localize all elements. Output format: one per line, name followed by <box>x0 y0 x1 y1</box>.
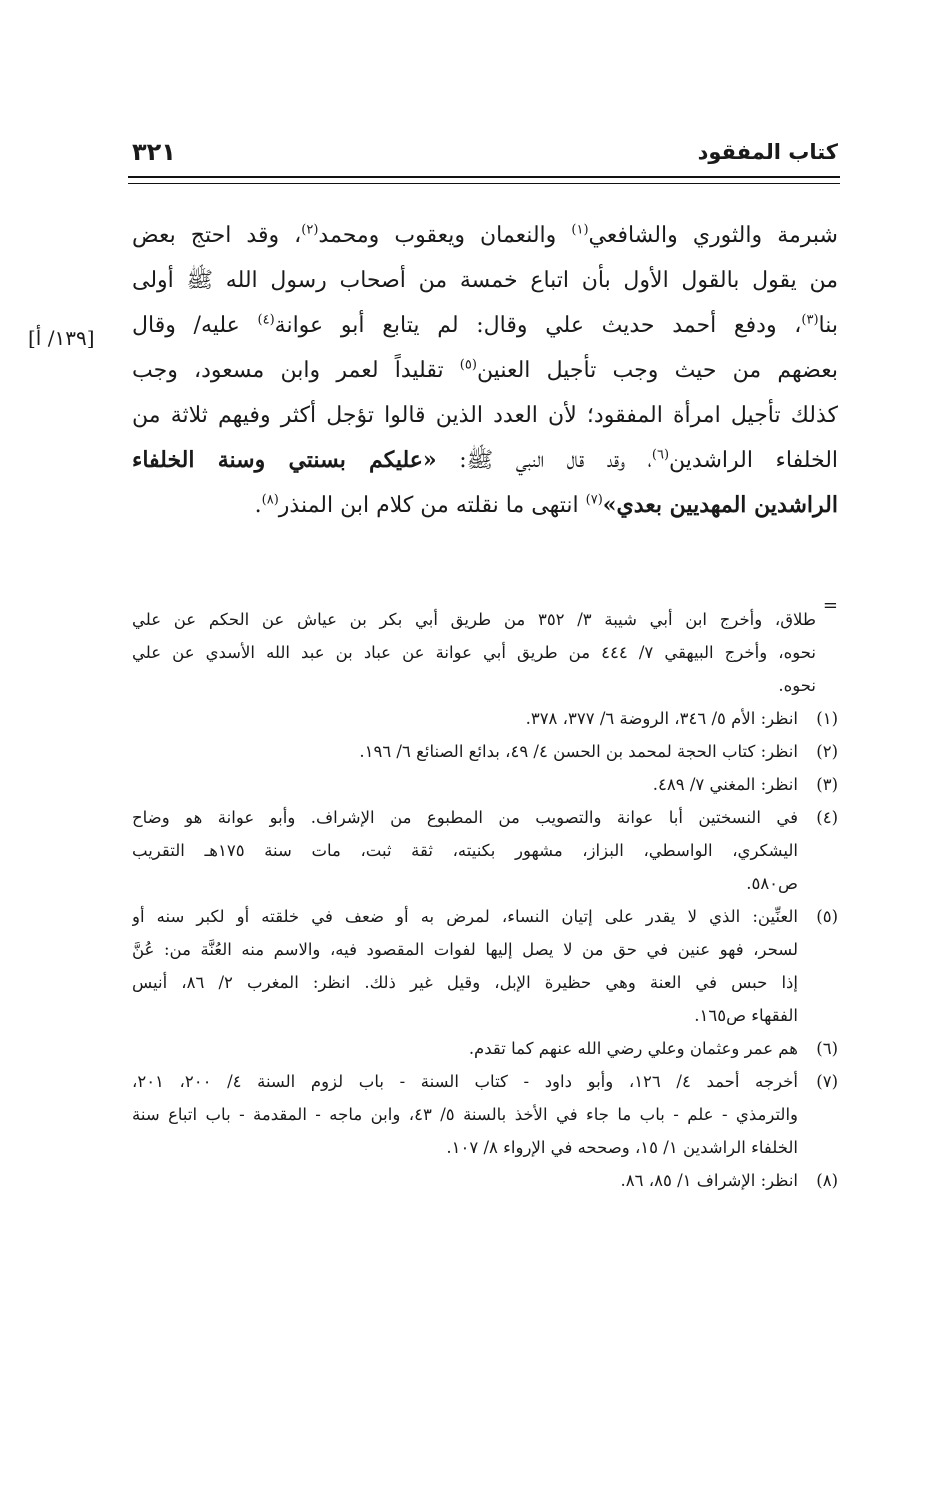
chapter-title: كتاب المفقود <box>697 140 838 164</box>
footnotes <box>132 603 838 1197</box>
page-number: ٣٢١ <box>132 138 176 166</box>
footnote-line: نحوه. <box>778 676 816 695</box>
continuation-marker: = <box>822 595 838 616</box>
footnote-line: لسحر، فهو عنين في حق من لا يصل إليها لفوات المقصود فيه، والاسم منه العُنَّة من: عُنَّ <box>132 940 798 959</box>
body-line: بعضهم من حيث وجب تأجيل العنين$^{(٥)}$ تقليداً لعمر وابن مسعود، وجب <box>132 357 838 383</box>
footnote-number: (٥) <box>816 907 838 926</box>
footnote-line: طلاق، وأخرج ابن أبي شيبة ٣/ ٣٥٢ من طريق أبي بكر بن عياش عن الحكم عن علي <box>132 610 816 629</box>
body-line: بنا$^{(٣)}$، ودفع أحمد حديث علي وقال: لم يتابع أبو عوانة$^{(٤)}$ عليه/ وقال <box>132 312 838 338</box>
footnote-line: الفقهاء ص١٦٥. <box>694 1006 798 1025</box>
footnote <box>132 768 838 801</box>
footnote <box>132 702 838 735</box>
footnote <box>132 1032 838 1065</box>
body-line: الخلفاء الراشدين$^{(٦)}$، وقد قال النبي ﷺ: «عليكم بسنتي وسنة الخلفاء <box>132 447 839 473</box>
footnote-line: انظر: كتاب الحجة لمحمد بن الحسن ٤/ ٤٩، بدائع الصنائع ٦/ ١٩٦. <box>359 742 798 761</box>
footnote-number: (٦) <box>816 1039 838 1058</box>
footnote-number: (١) <box>816 709 838 728</box>
footnote <box>132 1065 838 1164</box>
footnote-line: ص٥٨٠. <box>746 874 798 893</box>
header-rule-thick <box>128 176 840 178</box>
footnote-line: في النسختين أبا عوانة والتصويب من المطبوع من الإشراف. وأبو عوانة هو وضاح <box>132 808 798 827</box>
body-line: شبرمة والثوري والشافعي$^{(١)}$ والنعمان ويعقوب ومحمد$^{(٢)}$، وقد احتج بعض <box>132 222 838 248</box>
main-text <box>132 213 838 528</box>
body-line: من يقول بالقول الأول بأن اتباع خمسة من أصحاب رسول الله ﷺ أولى <box>132 268 838 293</box>
body-line: كذلك تأجيل امرأة المفقود؛ لأن العدد الذين قالوا تؤجل أكثر وفيهم ثلاثة من <box>132 403 838 428</box>
footnote <box>132 900 838 1032</box>
page-header <box>132 132 838 172</box>
header-rule-thin <box>128 183 840 184</box>
footnote <box>132 1164 838 1197</box>
footnote-line: اليشكري، الواسطي، البزاز، مشهور بكنيته، ثقة ثبت، مات سنة ١٧٥هـ التقريب <box>132 841 798 860</box>
footnote-line: انظر: المغني ٧/ ٤٨٩. <box>652 775 798 794</box>
manuscript-folio-reference: [١٣٩/ أ] <box>28 326 95 350</box>
footnote-line: أخرجه أحمد ٤/ ١٢٦، وأبو داود - كتاب السنة - باب لزوم السنة ٤/ ٢٠٠، ٢٠١، <box>132 1072 798 1091</box>
footnote <box>132 801 838 900</box>
footnote-line: العنِّين: الذي لا يقدر على إتيان النساء، لمرض به أو ضعف في خلقته أو لكبر سنه أو <box>132 907 798 926</box>
footnote-continuation <box>132 603 838 702</box>
footnote-line: هم عمر وعثمان وعلي رضي الله عنهم كما تقدم. <box>468 1039 798 1058</box>
footnote-number: (٤) <box>816 808 838 827</box>
footnote-line: والترمذي - علم - باب ما جاء في الأخذ بالسنة ٥/ ٤٣، وابن ماجه - المقدمة - باب اتباع سنة <box>132 1105 798 1124</box>
footnote-number: (٣) <box>816 775 838 794</box>
body-line: الراشدين المهديين بعدي»$^{(٧)}$ انتهى ما نقلته من كلام ابن المنذر$^{(٨)}$. <box>254 492 838 518</box>
footnote-line: نحوه، وأخرج البيهقي ٧/ ٤٤٤ من طريق أبي عوانة عن عباد بن عبد الله الأسدي عن علي <box>132 643 816 662</box>
footnote-number: (٢) <box>816 742 838 761</box>
footnote-line: الخلفاء الراشدين ١/ ١٥، وصححه في الإرواء ٨/ ١٠٧. <box>446 1138 798 1157</box>
footnote-line: انظر: الإشراف ١/ ٨٥، ٨٦. <box>620 1171 798 1190</box>
footnote-number: (٨) <box>816 1171 838 1190</box>
footnote <box>132 735 838 768</box>
footnote-line: انظر: الأم ٥/ ٣٤٦، الروضة ٦/ ٣٧٧، ٣٧٨. <box>525 709 798 728</box>
footnote-number: (٧) <box>816 1072 838 1091</box>
footnote-line: إذا حبس في العنة وهي حظيرة الإبل، وقيل غير ذلك. انظر: المغرب ٢/ ٨٦، أنيس <box>132 973 798 992</box>
